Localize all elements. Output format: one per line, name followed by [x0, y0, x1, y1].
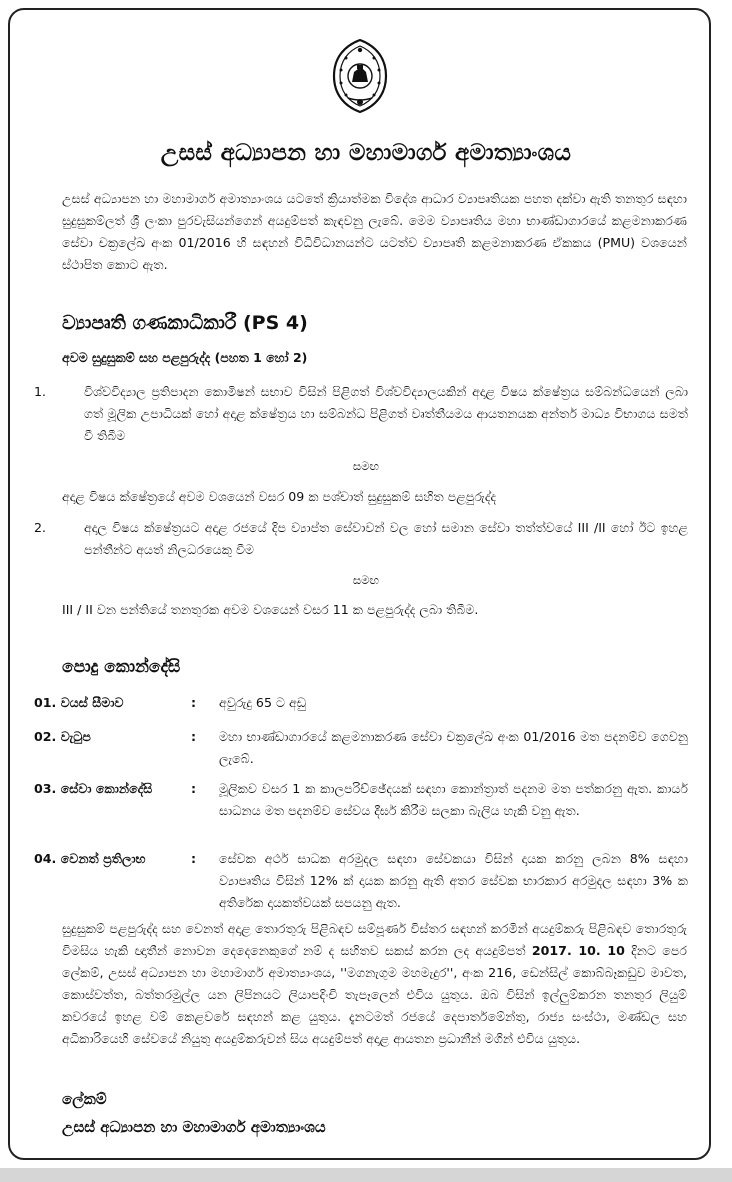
requirement-item-2	[34, 517, 688, 561]
condition-key: 02. වැටුප	[34, 729, 91, 744]
condition-row-age	[34, 692, 688, 714]
condition-colon: :	[191, 695, 197, 710]
application-instructions	[62, 918, 687, 1050]
requirement-text: අදාල විෂය ක්ෂේත්‍රයට අදාළ රජයේ දිප ව්‍යාප්ත සේවාවන් වල හෝ සමාන සේවා තත්ත්වයේ III /II හෝ ඊට ඉහළ පන්තීන්ට අයත් නිලධරයෙකු වීම	[84, 520, 688, 557]
condition-value: සේවක අර්ථ සාධක අරමුදල සඳහා සේවකයා විසින් දායක කරනු ලබන 8% සඳහා ව්‍යාපෘතිය විසින් 12% ක් දායක කරනු ඇති අතර සේවක භාරකාර අරමුදල සඳහා 3% ක අතිරේක දායකත්වයක් සපයනු ඇත.	[219, 851, 688, 910]
connector-label: සමඟ	[352, 573, 380, 587]
intro-paragraph: උසස් අධ්‍යාපන හා මහාමාර්ග අමාත්‍යාංශය යටතේ ක්‍රියාත්මක විදේශ ආධාර ව්‍යාපෘතියක පහත දක්වා ඇති තනතුර සඳහා සුදුසුකම්ලත් ශ්‍රී ලංකා පුරවැසියන්ගෙන් අයදුම්පත් කැඳවනු ලැබේ. මෙම ව්‍යාපෘතිය මහා භාණ්ඩාගාරයේ කළමනාකරණ සේවා චක්‍රලේඛ අංක 01/2016 හි සඳහන් විධිවිධානයන්ට යටත්ව ව්‍යාපෘති කළමනාකරණ ඒකකය (PMU) වශයෙන් ස්ථාපිත කොට ඇත.	[62, 191, 687, 272]
signature-ministry: උසස් අධ්‍යාපන හා මහාමාර්ග අමාත්‍යාංශය	[62, 1118, 326, 1136]
signature-title: ලේකම්	[62, 1090, 107, 1108]
condition-row-benefits	[34, 848, 688, 914]
condition-key: 03. සේවා කොන්දේසි	[34, 781, 153, 796]
condition-value: අවුරුදු 65 ට අඩු	[219, 695, 307, 710]
requirements-heading: අවම සුදුසුකම් සහ පළපුරුද්ද (පහත 1 හෝ 2)	[62, 350, 308, 365]
general-conditions-title: පොදු කොන්දේසි	[62, 657, 181, 677]
requirement-number: 1.	[34, 384, 47, 399]
instructions-text-part1: සුදුසුකම් පළපුරුද්ද සහ වෙනත් අදාළ තොරතුරු පිළිබඳව සම්පූර්ණ විස්තර සඳහන් කරමින් අයදුම්කරු පිළිබඳව තොරතුරු විමසිය හැකි ඥාතීන් නොවන දෙදෙනෙකුගේ නම් ද සහිතව සකස් කරන ලද අයදුම්පත්	[62, 921, 687, 958]
condition-key: 01. වයස් සීමාව	[34, 695, 124, 710]
requirement-extra: අදාළ විෂය ක්ෂේත්‍රයේ අවම වශයෙන් වසර 09 ක පශ්චාත් සුදුසුකම් සහිත පළපුරුද්ද	[62, 489, 497, 504]
condition-row-salary	[34, 726, 688, 770]
condition-value: මහා භාණ්ඩාගාරයේ කළමනාකරණ සේවා චක්‍රලේඛ අංක 01/2016 මත පදනම්ව ගෙවනු ලැබේ.	[219, 729, 688, 766]
condition-colon: :	[191, 851, 197, 866]
ministry-title: උසස් අධ්‍යාපන හා මහාමාර්ග අමාත්‍යාංශය	[160, 140, 572, 166]
condition-row-service	[34, 778, 688, 822]
closing-date: 2017. 10. 10	[531, 943, 625, 958]
requirement-extra: III / II වන පන්තියේ තනතුරක අවම වශයෙන් වසර 11 ක පළපුරුද්ද ලබා තිබීම.	[62, 602, 479, 617]
state-emblem-icon	[330, 38, 390, 114]
requirement-text: විශ්වවිද්‍යාල ප්‍රතිපාදන කොමිෂන් සභාව විසින් පිළිගත් විශ්වවිද්‍යාලයකින් අදාළ විෂය ක්ෂේත්‍රය සම්බන්ධයෙන් ලබා ගත් මූලික උපාධියක් හෝ අදාළ ක්ෂේත්‍රය හා සම්බන්ධ පිළිගත් වෘත්තීයමය ආයතනයක අන්තර් මාධ්‍ය විභාගය සමත් වී තිබීම	[84, 384, 688, 443]
connector-label: සමඟ	[352, 459, 380, 473]
requirement-number: 2.	[34, 520, 47, 535]
condition-colon: :	[191, 781, 197, 796]
job-title: ව්‍යාපෘති ගණකාධිකාරී (PS 4)	[62, 312, 308, 334]
condition-value: මූලිකව වසර 1 ක කාලපරිච්ඡේදයක් සඳහා කොන්ත්‍රාත් පදනම මත පත්කරනු ඇත. කාර්ය සාධනය මත පදනම්ව සේවය දීර්ඝ කිරීම සලකා බැලිය හැකි වනු ඇත.	[219, 781, 688, 818]
bottom-strip	[0, 1168, 732, 1182]
condition-colon: :	[191, 729, 197, 744]
condition-key: 04. වෙනත් ප්‍රතිලාභ	[34, 851, 146, 866]
instructions-text-part2: දිනට පෙර ලේකම්, උසස් අධ්‍යාපන හා මහාමාර්ග අමාත්‍යාංශය, ''මගනැගුම මහමැදුර'', අංක 216, ඩෙන්සිල් කොබ්බෑකඩුව මාවත, කොස්වත්ත, බත්තරමුල්ල යන ලිපිනයට ලියාපදිංචි තැපෑලෙන් එවිය යුතුය. ඔබ විසින් ඉල්ලුම්කරන තනතුර ලියුම් කවරයේ ඉහළ වම් කෙළවරේ සඳහන් කළ යුතුය. දැනටමත් රජයේ දෙපාර්තමේන්තු, රාජ්‍ය සංස්ථා, මණ්ඩල සහ අධිකාරියෙහි සේවයේ නියුතු අයදුම්කරුවන් සිය අයදුම්පත් අදාළ ආයතන ප්‍රධානීන් මගින් එවිය යුතුය.	[62, 943, 687, 1046]
requirement-item-1	[34, 381, 688, 447]
